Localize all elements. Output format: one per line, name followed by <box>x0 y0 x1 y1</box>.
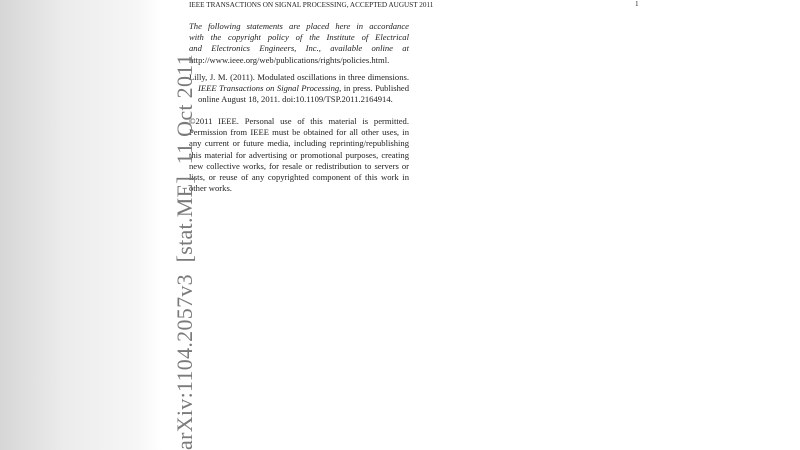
policy-url[interactable]: http://www.ieee.org/web/publications/rights/policies.html. <box>189 54 390 65</box>
page-shadow <box>0 0 162 450</box>
notice-line: new collective works, for resale or redistribution to servers or <box>189 160 409 171</box>
copyright-statement <box>189 21 409 66</box>
statement-line: The following statements are placed here in accordance <box>189 21 409 31</box>
statement-line: and Electronics Engineers, Inc., available online at <box>189 43 409 54</box>
notice-line: other works. <box>189 183 232 194</box>
running-header: IEEE TRANSACTIONS ON SIGNAL PROCESSING, ACCEPTED AUGUST 2011 <box>189 1 434 9</box>
journal-name: IEEE Transactions on Signal Processing <box>198 83 340 94</box>
notice-line: any current or future media, including reprinting/republishing <box>189 138 409 149</box>
citation-line: , in press. Published <box>339 83 409 94</box>
citation-line: online August 18, 2011. doi:10.1109/TSP.2011.2164914. <box>198 94 393 105</box>
page-number: 1 <box>635 0 639 8</box>
citation <box>189 72 409 106</box>
notice-line: ©2011 IEEE. Personal use of this material is permitted. <box>189 116 409 126</box>
statement-line: with the copyright policy of the Institute of Electrical <box>189 32 409 43</box>
copyright-notice <box>189 116 409 194</box>
citation-line: Lilly, J. M. (2011). Modulated oscillations in three dimensions. <box>189 72 409 82</box>
notice-line: this material for advertising or promotional purposes, creating <box>189 149 409 160</box>
arxiv-stamp: arXiv:1104.2057v3 [stat.ME] 11 Oct 2011 <box>172 53 197 450</box>
notice-line: Permission from IEEE must be obtained for all other uses, in <box>189 127 409 138</box>
notice-line: lists, or reuse of any copyrighted component of this work in <box>189 172 409 183</box>
